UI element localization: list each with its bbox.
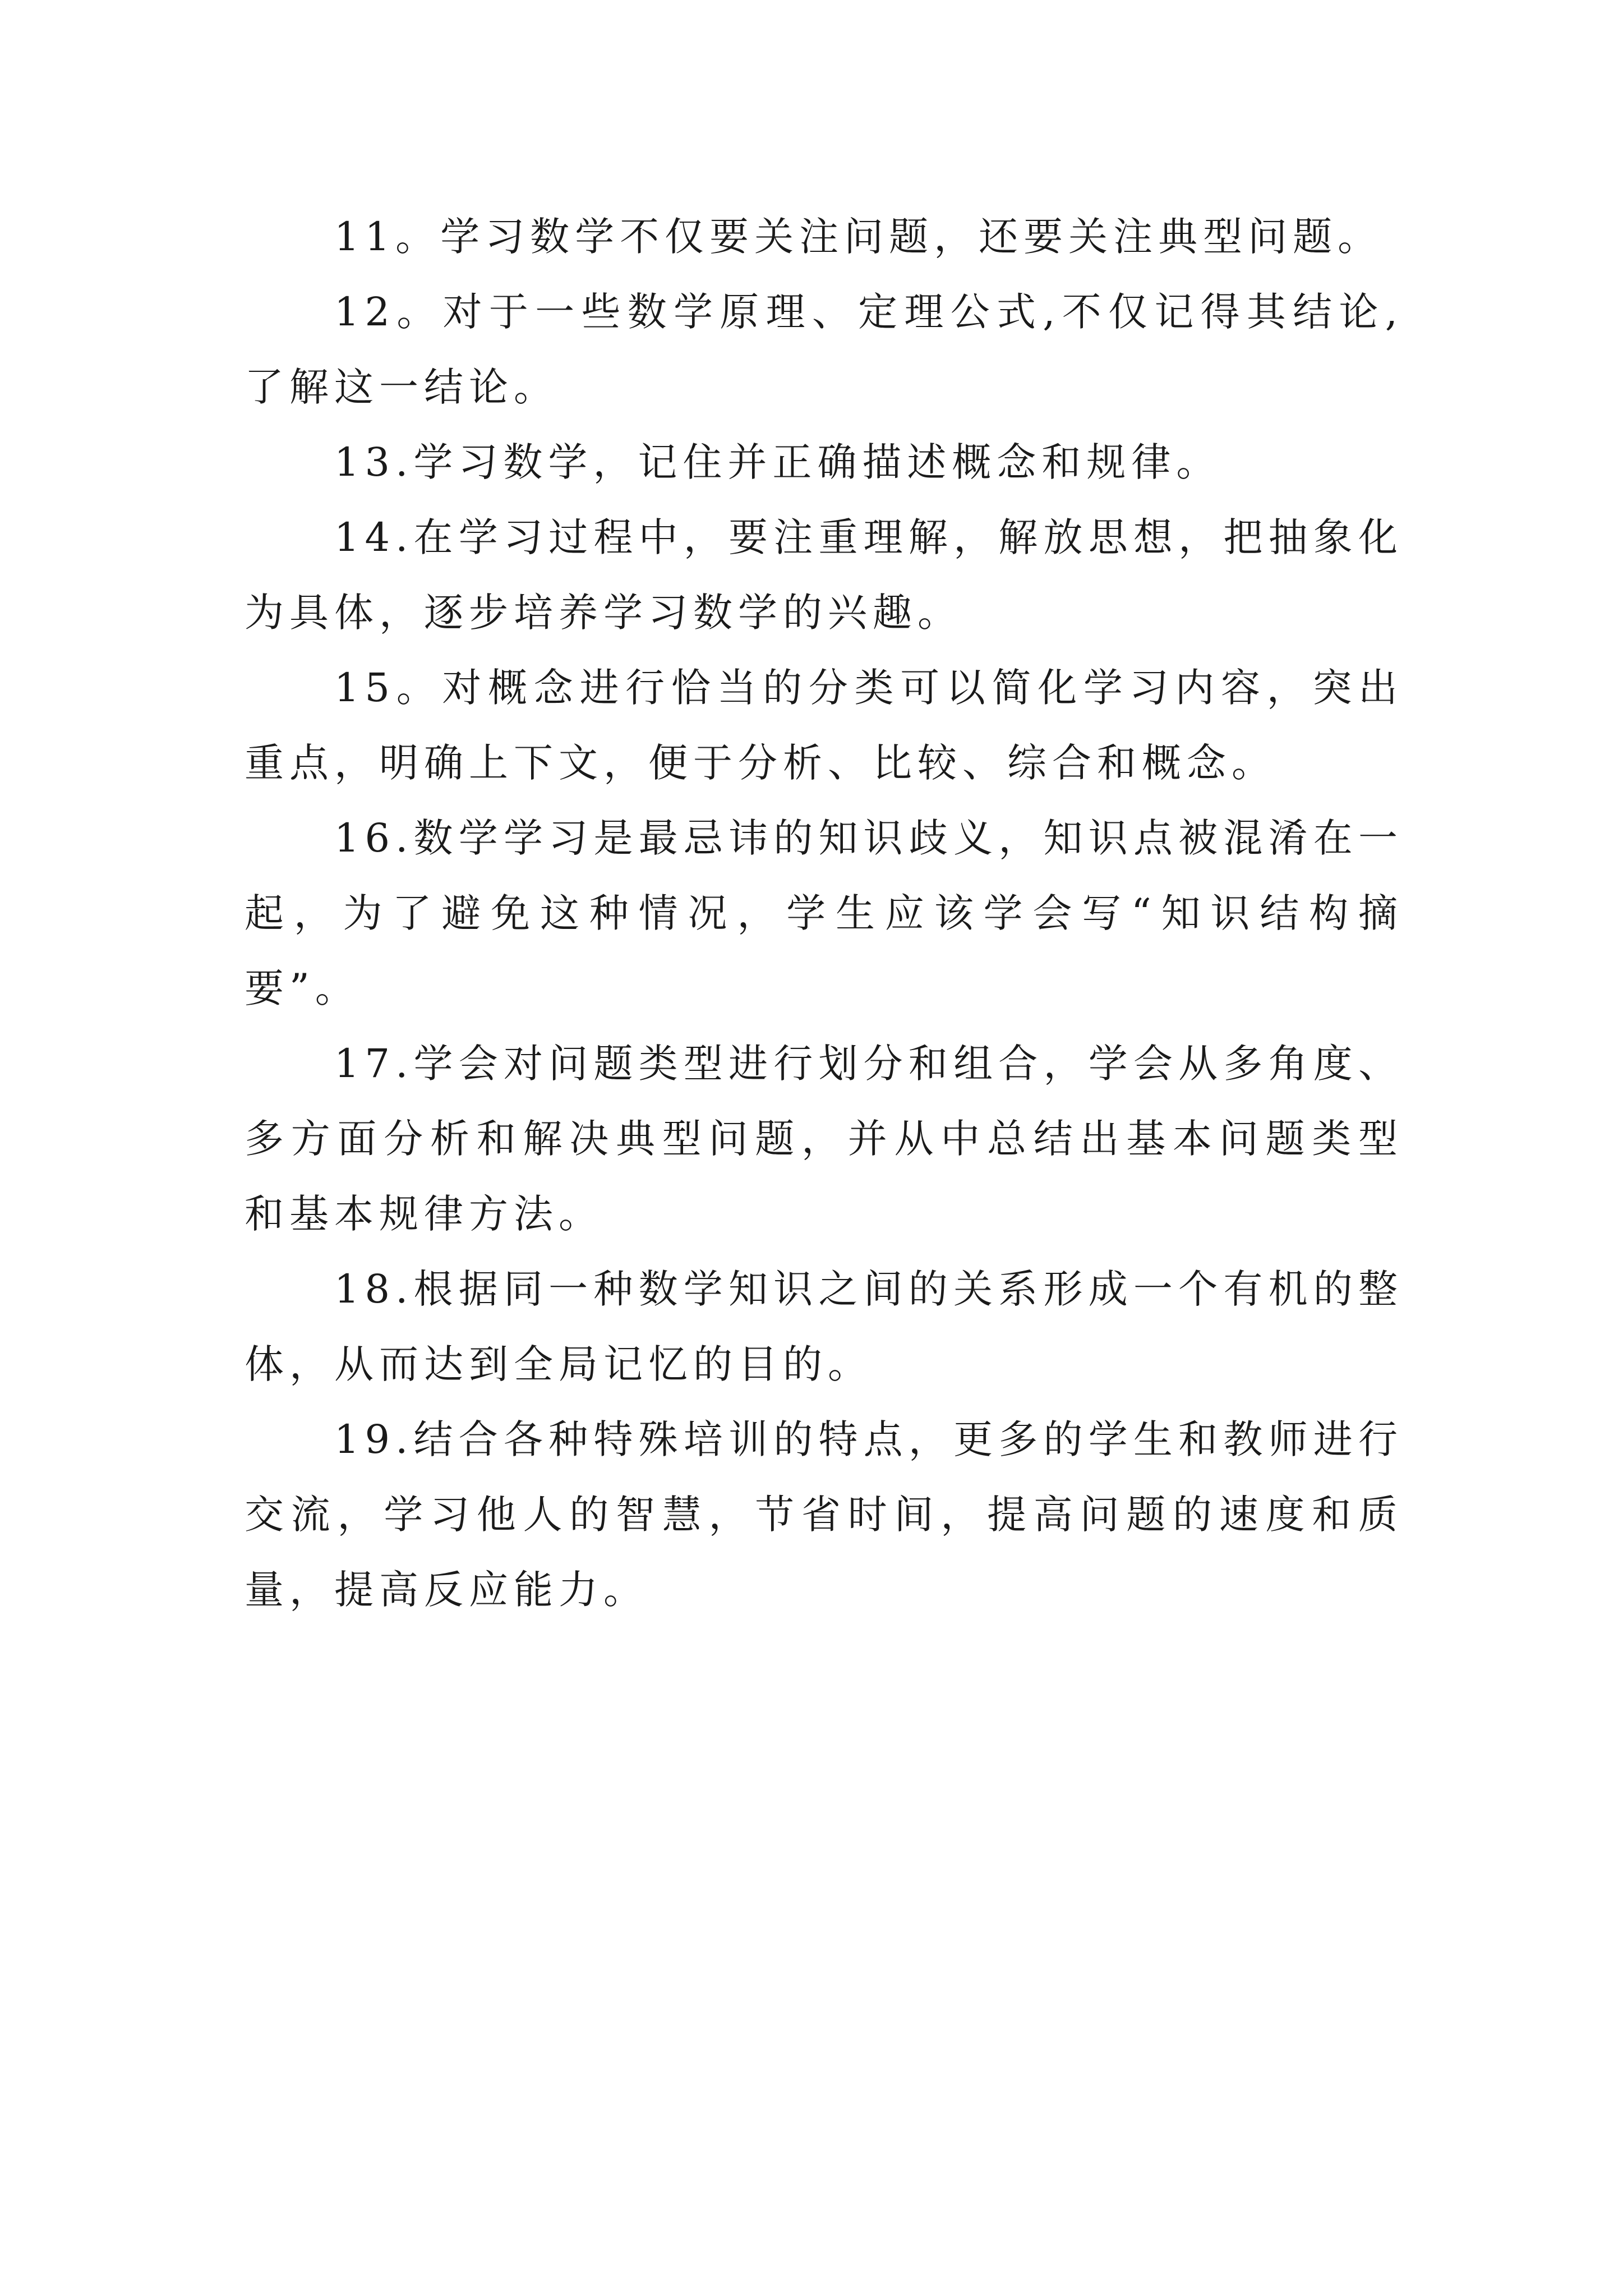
paragraph-12: 12。对于一些数学原理、定理公式,不仅记得其结论,了解这一结论。: [245, 289, 1403, 410]
paragraph-15: 15。对概念进行恰当的分类可以简化学习内容，突出重点，明确上下文，便于分析、比较、综合和概念。: [245, 665, 1403, 786]
paragraph-11: 11。学习数学不仅要关注问题，还要关注典型问题。: [334, 214, 1383, 260]
paragraph-17: 17.学会对问题类型进行划分和组合，学会从多角度、多方面分析和解决典型问题，并从中总结出基本问题类型和基本规律方法。: [245, 1041, 1403, 1237]
document-body: [245, 199, 1403, 1627]
paragraph-19: 19.结合各种特殊培训的特点，更多的学生和教师进行交流，学习他人的智慧，节省时间，提高问题的速度和质量，提高反应能力。: [245, 1416, 1403, 1613]
paragraph-18: 18.根据同一种数学知识之间的关系形成一个有机的整体，从而达到全局记忆的目的。: [245, 1266, 1403, 1387]
paragraph-13: 13.学习数学，记住并正确描述概念和规律。: [334, 439, 1221, 485]
paragraph-14: 14.在学习过程中，要注重理解，解放思想，把抽象化为具体，逐步培养学习数学的兴趣。: [245, 514, 1403, 636]
paragraph-16: 16.数学学习是最忌讳的知识歧义，知识点被混淆在一起，为了避免这种情况，学生应该学会写“知识结构摘要”。: [245, 815, 1403, 1011]
